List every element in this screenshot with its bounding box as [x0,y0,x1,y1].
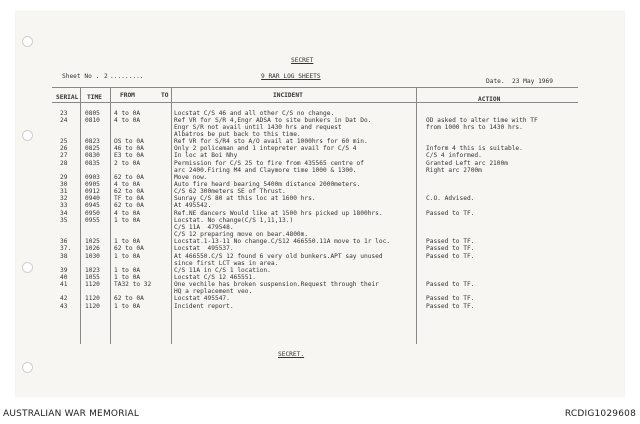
from-cell: 46 to 0A [114,145,144,153]
incident-line: At 466550.C/S 12 found 6 very old bunkers.APT say unused [174,252,383,260]
incident-line: Locstat 495547. [174,295,230,303]
time-cell: 0912 [85,188,100,196]
header-to: TO [161,92,169,99]
from-cell: 62 to 0A [114,245,144,253]
column-divider [171,87,172,344]
action-line: from 1000 hrs to 1430 hrs. [426,123,523,131]
incident-line: HQ a replacement veo. [174,288,253,296]
serial-cell: 30 [60,181,68,188]
from-cell: 1 to 0A [114,238,141,246]
serial-cell: 41 [60,281,68,289]
incident-line: In loc at Boi Nhy [174,152,238,160]
from-cell: 62 to 0A [114,173,144,181]
time-cell: 0835 [85,159,100,167]
incident-line: Ref.NE dancers Would like at 1500 hrs picked up 1800hrs. [174,209,383,217]
time-cell: 1055 [85,273,100,281]
column-divider [80,87,81,344]
time-cell: 0823 [85,138,100,146]
action-line: Passed to TF. [426,295,475,303]
incident-line: One vechile has broken suspension.Request through their [174,281,379,289]
incident-line: Locstat.1-13-11 No change.C/S12 466550.11A move to 1r loc. [174,238,391,246]
serial-cell: 35 [60,216,68,224]
incident-line: Locstat 495537. [174,245,234,253]
from-cell: 1 to 0A [114,216,141,224]
time-cell: 0950 [85,209,100,217]
action-line: Passed to TF. [426,281,475,289]
serial-cell: 38 [60,252,68,260]
time-cell: 0903 [85,173,100,181]
from-cell: 4 to 0A [114,209,141,217]
time-cell: 0830 [85,152,100,160]
time-cell: 0955 [85,216,100,224]
incident-line: C/S 12 preparing move on bear.4800m. [174,231,309,239]
serial-cell: 29 [60,173,68,181]
punch-hole [22,262,33,273]
serial-cell: 34 [60,209,68,217]
action-line: Passed to TF. [426,252,475,260]
sheet-title: 9 RAR LOG SHEETS [261,73,321,80]
serial-cell: 42 [60,295,68,303]
punch-hole [22,362,33,373]
sheet-dots: ......... [110,73,144,80]
serial-cell: 33 [60,202,68,210]
time-cell: 1120 [85,302,100,310]
action-line: Passed to TF. [426,238,475,246]
action-line: Right arc 2700m [426,166,482,174]
from-cell: 2 to 0A [114,159,141,167]
serial-cell: 24 [60,116,68,124]
punch-hole [22,36,33,47]
incident-line: Ref VR for S/R 4,Engr ADSA to site bunkers in Dat Do. [174,116,372,124]
time-cell: 0810 [85,116,100,124]
incident-line: Albatros be put back to this time. [174,130,301,138]
serial-cell: 37. [60,245,72,253]
incident-line: Locstat C/S 46 and all other C/S no change. [174,109,335,117]
time-cell: 0940 [85,195,100,203]
incident-line: arc 2400.Firing M4 and Claymore time 1000 & 1300. [174,166,357,174]
footer-source: AUSTRALIAN WAR MEMORIAL [3,409,140,419]
from-cell: 4 to 0A [114,116,141,124]
incident-line: Ref VR for S/R4 sto A/O avail at 1000hrs for 60 min. [174,138,368,146]
time-cell: 0905 [85,181,100,188]
header-from: FROM [120,92,135,99]
from-cell: 62 to 0A [114,188,144,196]
incident-line: Engr S/R not avail until 1430 hrs and request [174,123,342,131]
serial-cell: 25 [60,138,68,146]
serial-cell: 36 [60,238,68,246]
serial-cell: 28 [60,159,68,167]
serial-cell: 23 [60,109,68,117]
time-cell: 0805 [85,109,100,117]
from-cell: 62 to 0A [114,202,144,210]
incident-line: C/S 62 300meters SE of Thrust. [174,188,286,196]
incident-line: At 495542. [174,202,212,210]
time-cell: 1023 [85,266,100,274]
incident-line: Permission for C/S 25 to fire from 435565 centre of [174,159,364,167]
action-line: Inform 4 this is suitable. [426,145,523,153]
from-cell: TA32 to 32 [114,281,152,289]
footer-id: RCDIG1029608 [564,409,636,419]
classification-bottom: SECRET. [278,351,305,358]
time-cell: 1026 [85,245,100,253]
punch-hole [22,130,33,141]
time-cell: 0945 [85,202,100,210]
time-cell: 1120 [85,281,100,289]
time-cell: 0825 [85,145,100,153]
time-cell: 1120 [85,295,100,303]
column-divider [110,87,111,344]
time-cell: 1030 [85,252,100,260]
action-line: C/S 4 informed. [426,152,482,160]
incident-line: Incident report. [174,302,234,310]
header-action: ACTION [478,96,501,103]
date-value: 23 May 1969 [512,78,553,85]
serial-cell: 31 [60,188,68,196]
serial-cell: 27 [60,152,68,160]
from-cell: 1 to 0A [114,266,141,274]
time-cell: 1025 [85,238,100,246]
action-line: Passed to TF. [426,245,475,253]
document-page [16,12,624,396]
incident-line: Move now. [174,173,208,181]
date-label: Date. [486,78,505,85]
column-divider [416,87,417,344]
header-serial: SERIAL [56,94,79,101]
action-line: Passed to TF. [426,302,475,310]
from-cell: 62 to 0A [114,295,144,303]
incident-line: Only 2 policeman and 1 intepreter avail for C/S 4 [174,145,357,153]
incident-line: since first LCT was in area. [174,259,279,267]
from-cell: 1 to 0A [114,273,141,281]
serial-cell: 40 [60,273,68,281]
from-cell: 1 to 0A [114,302,141,310]
sheet-label: Sheet No . [62,73,100,80]
incident-line: Sunray C/S 80 at this loc at 1600 hrs. [174,195,316,203]
incident-line: Locstat. No change(C/S 1,11,13.) [174,216,294,224]
from-cell: TF to 0A [114,195,144,203]
table-top-rule [52,87,578,88]
incident-line: C/S 11A 479548. [174,223,234,231]
incident-line: Locstat C/S 12 465551. [174,273,256,281]
from-cell: 4 to 0A [114,109,141,117]
from-cell: OS to 0A [114,138,144,146]
incident-line: Auto fire heard bearing 5400m distance 2000meters. [174,181,361,188]
from-cell: 4 to 0A [114,181,141,188]
classification-top: SECRET [291,57,314,64]
serial-cell: 39 [60,266,68,274]
from-cell: E3 to 0A [114,152,144,160]
action-line: Passed to TF. [426,209,475,217]
action-line: Granted Left arc 2100m [426,159,508,167]
sheet-number: 2 [104,73,108,80]
action-line: C.O. Advised. [426,195,475,203]
action-line: OD asked to alter time with TF [426,116,538,124]
serial-cell: 32 [60,195,68,203]
from-cell: 1 to 0A [114,252,141,260]
incident-line: C/S 11A in C/S 1 location. [174,266,271,274]
serial-cell: 26 [60,145,68,153]
header-time: TIME [87,94,102,101]
serial-cell: 43 [60,302,68,310]
header-incident: INCIDENT [273,92,303,99]
